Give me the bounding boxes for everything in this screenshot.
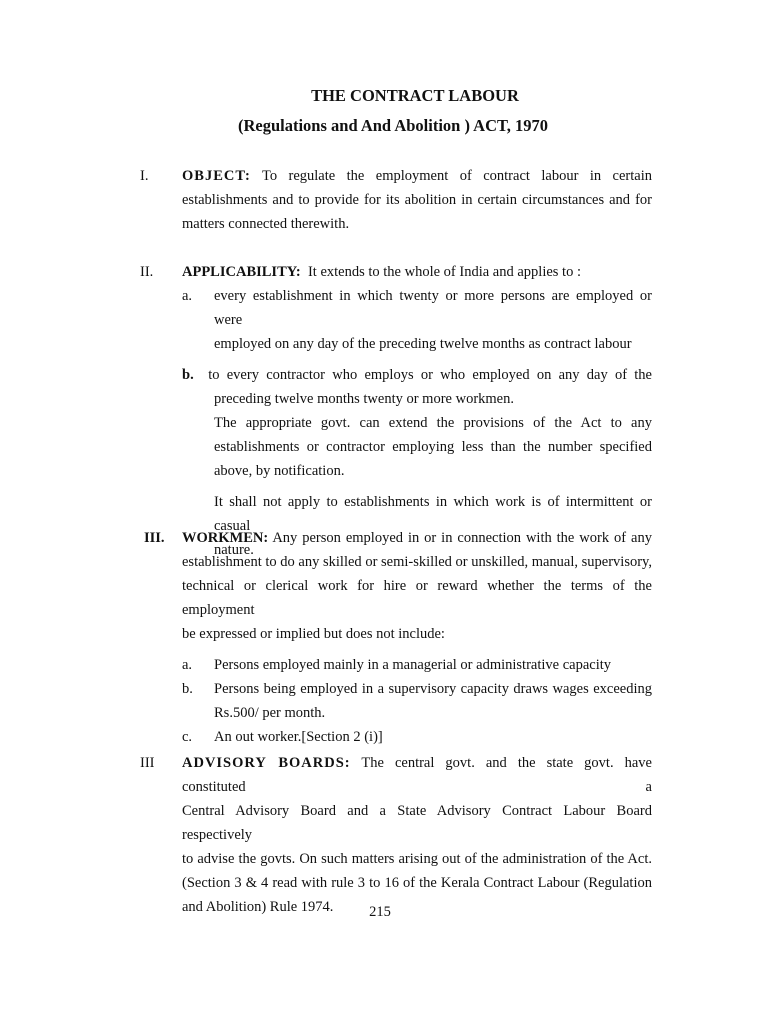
list-item: c. An out worker.[Section 2 (i)] [182, 725, 652, 749]
page-number: 215 [369, 904, 391, 920]
list-item-label: a. [182, 288, 193, 304]
list-item-label: b. [182, 367, 194, 383]
section-first-line: OBJECT: To regulate the employment of contract labour in certain [182, 168, 652, 184]
section-line: establishment to do any skilled or semi-skilled or unskilled, manual, supervisory, [182, 554, 652, 570]
section-line: Central Advisory Board and a State Advisory Contract Labour Board respectively [182, 803, 652, 843]
section-line: matters connected therewith. [182, 216, 350, 232]
list-item-label: c. [182, 729, 193, 745]
section-line: and Abolition) Rule 1974. [182, 899, 334, 915]
section-heading: APPLICABILITY: [182, 264, 301, 280]
document-title: THE CONTRACT LABOUR [311, 86, 519, 105]
list-item: a. Persons employed mainly in a managerial or administrative capacity [182, 653, 652, 677]
section-first-line: ADVISORY BOARDS: The central govt. and the state govt. have constituted a [182, 755, 652, 795]
section-first-line: APPLICABILITY: It extends to the whole of India and applies to : [182, 264, 581, 280]
section-line: technical or clerical work for hire or reward whether the terms of the employment [182, 578, 652, 618]
section-number: I. [140, 168, 149, 184]
list-item-label: a. [182, 657, 193, 673]
list-item: a. every establishment in which twenty or more persons are employed or were employed on any day of the preceding twelve months as contract labour [182, 284, 652, 356]
section-number: III. [144, 530, 165, 546]
section-line: (Section 3 & 4 read with rule 3 to 16 of the Kerala Contract Labour (Regulation [182, 875, 652, 891]
section-number: III [140, 755, 155, 771]
paragraph: It shall not apply to establishments in which work is of intermittent or casual nature. [214, 494, 652, 558]
paragraph: The appropriate govt. can extend the provisions of the Act to any establishments or contractor employing less than the number specified above, by notification. [214, 415, 652, 479]
section-applicability [140, 260, 652, 562]
section-object [140, 164, 652, 236]
section-number: II. [140, 264, 154, 280]
section-advisory-boards [140, 751, 652, 919]
section-line: to advise the govts. On such matters arising out of the administration of the Act. [182, 851, 652, 867]
section-heading: OBJECT: [182, 168, 251, 184]
section-heading: ADVISORY BOARDS: [182, 755, 351, 771]
section-heading: WORKMEN: [182, 530, 269, 546]
document-subtitle: (Regulations and And Abolition ) ACT, 1970 [237, 116, 549, 135]
list-item-label: b. [182, 681, 193, 697]
list-item: b. Persons being employed in a supervisory capacity draws wages exceeding Rs.500/ per month. [182, 677, 652, 725]
list-item-continuation: preceding twelve months twenty or more workmen. [214, 391, 514, 407]
section-workmen [140, 526, 652, 749]
list-item: b. to every contractor who employs or who employed on any day of the [182, 367, 652, 383]
section-line: be expressed or implied but does not include: [182, 626, 445, 642]
section-first-line: WORKMEN: Any person employed in or in connection with the work of any [182, 530, 652, 546]
section-line: establishments and to provide for its abolition in certain circumstances and for [182, 192, 652, 208]
